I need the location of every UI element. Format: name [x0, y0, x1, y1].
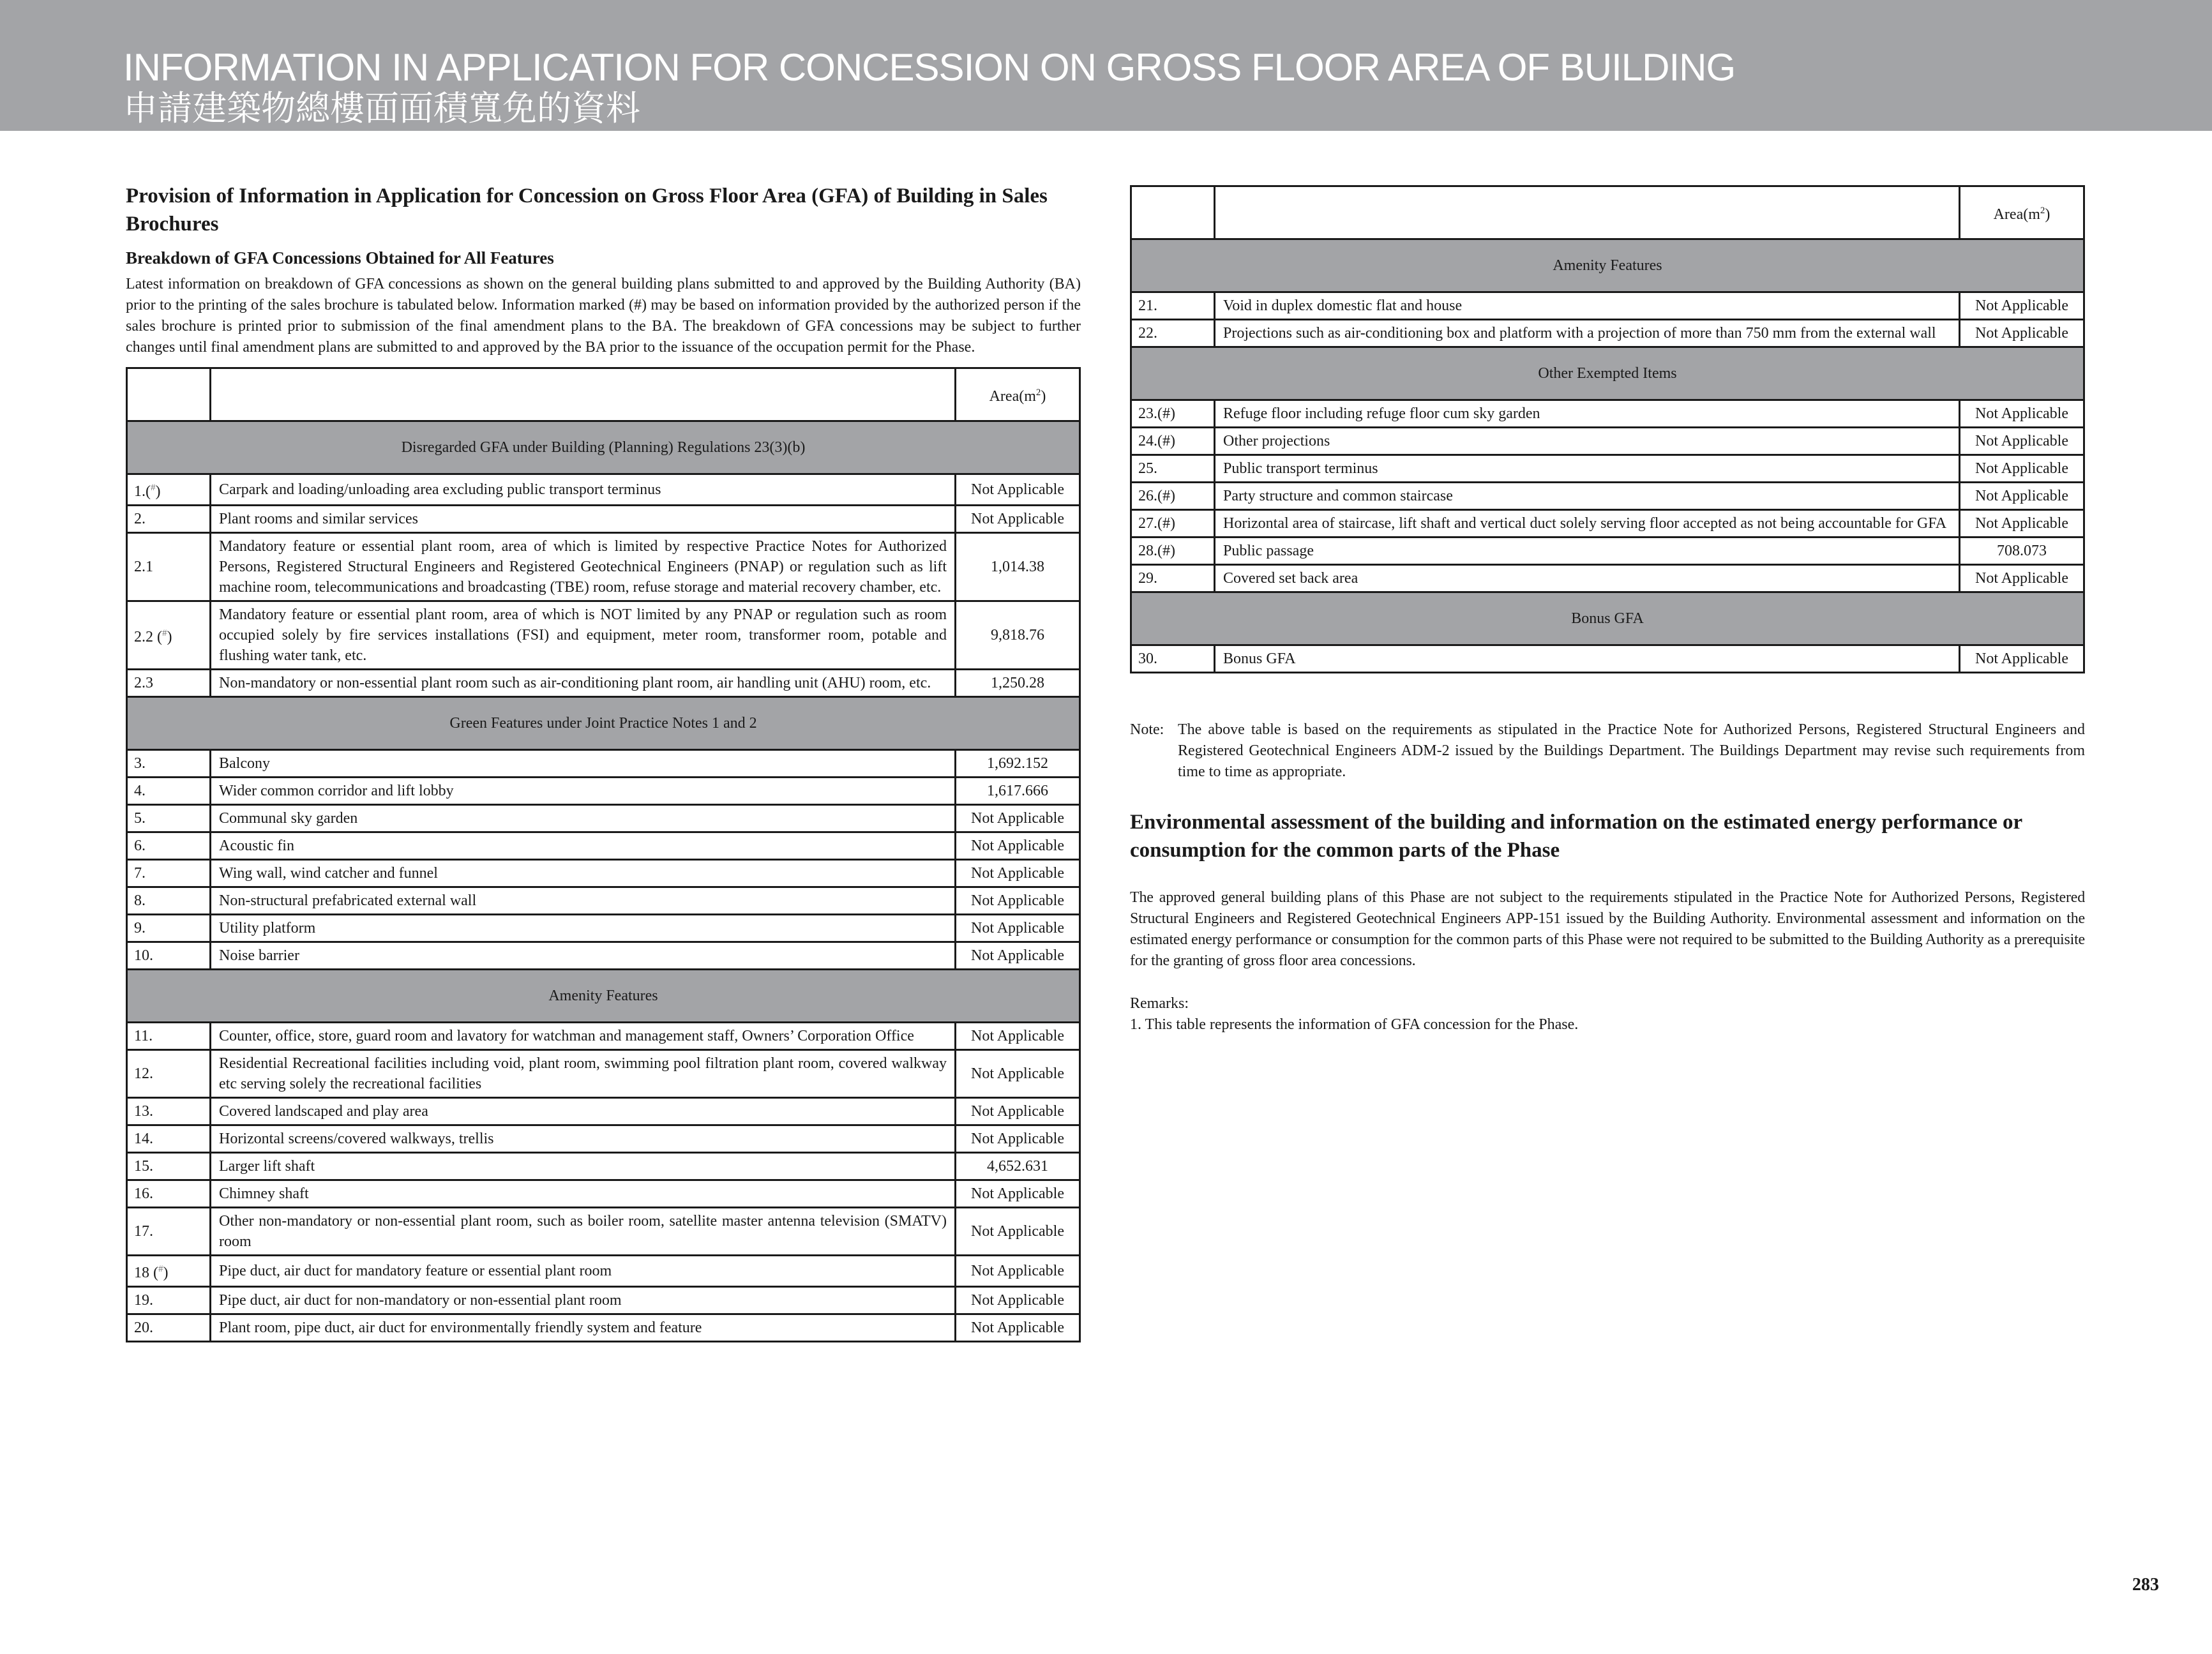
- row-description: Mandatory feature or essential plant room, area of which is limited by respective Practice Notes for Authorized Persons, Registered Structural Engineers and Registered Geotechnical Engineers (PNAP) or regulation such as lift machine room, telecommunications and broadcasting (TBE) room, refuse storage and material recovery chamber, etc.: [211, 533, 956, 601]
- row-value: 708.073: [1960, 538, 2084, 565]
- row-value: Not Applicable: [956, 1023, 1080, 1050]
- row-value: Not Applicable: [956, 1287, 1080, 1314]
- row-description: Other non-mandatory or non-essential plant room, such as boiler room, satellite master antenna television (SMATV) room: [211, 1208, 956, 1256]
- row-description: Non-mandatory or non-essential plant room such as air-conditioning plant room, air handling unit (AHU) room, etc.: [211, 670, 956, 697]
- row-value: Not Applicable: [1960, 483, 2084, 510]
- table-row: [127, 778, 1080, 805]
- table-row: [1131, 538, 2084, 565]
- row-number: 15.: [127, 1153, 211, 1180]
- table-row: [1131, 428, 2084, 455]
- row-number-text: 1.(: [134, 483, 151, 500]
- section-disregarded: Disregarded GFA under Building (Planning) Regulations 23(3)(b): [127, 421, 1080, 474]
- environmental-heading: Environmental assessment of the building and information on the estimated energy performance or consumption for the common parts of the Phase: [1130, 811, 2022, 862]
- row-description: Horizontal screens/covered walkways, trellis: [211, 1125, 956, 1153]
- row-number: 21.: [1131, 292, 1215, 320]
- row-value: Not Applicable: [1960, 292, 2084, 320]
- row-value: Not Applicable: [956, 474, 1080, 506]
- row-number: 8.: [127, 887, 211, 915]
- table-header-row: [127, 368, 1080, 421]
- table-header-row: [1131, 186, 2084, 239]
- header-blank-cell: [211, 368, 956, 421]
- row-description: Residential Recreational facilities including void, plant room, swimming pool filtration plant room, covered walkway etc serving solely the recreational facilities: [211, 1050, 956, 1098]
- row-value: Not Applicable: [1960, 320, 2084, 347]
- row-value: Not Applicable: [956, 1256, 1080, 1287]
- remarks-item: 1. This table represents the information of GFA concession for the Phase.: [1130, 1016, 1579, 1033]
- row-value: Not Applicable: [1960, 455, 2084, 483]
- table-row: [127, 860, 1080, 887]
- row-value: Not Applicable: [956, 506, 1080, 533]
- row-value: Not Applicable: [1960, 400, 2084, 428]
- table-row: [1131, 510, 2084, 538]
- row-description: Utility platform: [211, 915, 956, 942]
- section-other: Other Exempted Items: [1131, 347, 2084, 400]
- row-description: Acoustic fin: [211, 832, 956, 860]
- row-value: Not Applicable: [956, 860, 1080, 887]
- row-description: Communal sky garden: [211, 805, 956, 832]
- row-number: 7.: [127, 860, 211, 887]
- table-row: [1131, 320, 2084, 347]
- row-description: Horizontal area of staircase, lift shaft and vertical duct solely serving floor accepted as not being accountable for GFA: [1215, 510, 1960, 538]
- table-row: [127, 942, 1080, 970]
- row-number: 11.: [127, 1023, 211, 1050]
- row-value: Not Applicable: [956, 1050, 1080, 1098]
- row-description: Projections such as air-conditioning box and platform with a projection of more than 750 mm from the external wall: [1215, 320, 1960, 347]
- area-header: [1960, 186, 2084, 239]
- row-value: Not Applicable: [956, 805, 1080, 832]
- row-number: 12.: [127, 1050, 211, 1098]
- row-value: Not Applicable: [1960, 428, 2084, 455]
- row-description: Public transport terminus: [1215, 455, 1960, 483]
- row-number: 24.(#): [1131, 428, 1215, 455]
- row-value: Not Applicable: [956, 1180, 1080, 1208]
- section-amenity: Amenity Features: [127, 970, 1080, 1023]
- row-value: Not Applicable: [956, 1208, 1080, 1256]
- row-number: 14.: [127, 1125, 211, 1153]
- remarks-label: Remarks:: [1130, 995, 1189, 1012]
- table-row: [127, 915, 1080, 942]
- row-number-close: ): [167, 629, 172, 645]
- left-column: [126, 182, 1081, 1342]
- section-amenity: Amenity Features: [1131, 239, 2084, 292]
- area-header-close: ): [1041, 388, 1046, 405]
- header-blank-cell: [1215, 186, 1960, 239]
- row-description: Bonus GFA: [1215, 645, 1960, 673]
- row-description: Public passage: [1215, 538, 1960, 565]
- row-number: 3.: [127, 750, 211, 778]
- row-value: 9,818.76: [956, 601, 1080, 670]
- table-row: [1131, 483, 2084, 510]
- row-value: Not Applicable: [956, 1314, 1080, 1342]
- row-number: 13.: [127, 1098, 211, 1125]
- table-row: [127, 1256, 1080, 1287]
- row-number: [127, 601, 211, 670]
- table-row: [1131, 400, 2084, 428]
- table-note: [1130, 719, 2085, 783]
- row-number: 27.(#): [1131, 510, 1215, 538]
- note-label: Note:: [1130, 721, 1164, 738]
- header-blank-cell: [127, 368, 211, 421]
- row-number: 5.: [127, 805, 211, 832]
- row-description: Larger lift shaft: [211, 1153, 956, 1180]
- table-row: [127, 805, 1080, 832]
- row-description: Void in duplex domestic flat and house: [1215, 292, 1960, 320]
- table-row: [127, 1023, 1080, 1050]
- row-number: 16.: [127, 1180, 211, 1208]
- row-number: 2.3: [127, 670, 211, 697]
- table-row: [1131, 455, 2084, 483]
- hash-mark: #: [158, 1264, 163, 1274]
- right-column: [1130, 185, 2085, 1035]
- table-row: [127, 601, 1080, 670]
- row-number: 19.: [127, 1287, 211, 1314]
- row-value: Not Applicable: [1960, 510, 2084, 538]
- banner-title-en: INFORMATION IN APPLICATION FOR CONCESSION ON GROSS FLOOR AREA OF BUILDING: [123, 46, 1736, 89]
- row-description: Pipe duct, air duct for non-mandatory or non-essential plant room: [211, 1287, 956, 1314]
- header-blank-cell: [1131, 186, 1215, 239]
- table-row: [127, 1153, 1080, 1180]
- sub-heading: Breakdown of GFA Concessions Obtained for All Features: [126, 248, 554, 267]
- row-number: 4.: [127, 778, 211, 805]
- row-description: Counter, office, store, guard room and lavatory for watchman and management staff, Owners’ Corporation Office: [211, 1023, 956, 1050]
- row-description: Other projections: [1215, 428, 1960, 455]
- environmental-paragraph: The approved general building plans of this Phase are not subject to the requirements stipulated in the Practice Note for Authorized Persons, Registered Structural Engineers and Registered Geotechnical Engineers APP-151 issued by the Building Authority. Environmental assessment and information on the estimated energy performance or consumption for the common parts of this Phase were not required to be submitted to the Building Authority as a prerequisite for the granting of gross floor area concessions.: [1130, 889, 2085, 969]
- row-description: Covered set back area: [1215, 565, 1960, 592]
- table-row: [127, 670, 1080, 697]
- page-number: 283: [2132, 1575, 2159, 1595]
- intro-paragraph: Latest information on breakdown of GFA concessions as shown on the general building plans submitted to and approved by the Building Authority (BA) prior to the printing of the sales brochure is tabulated below. Information marked (#) may be based on information provided by the authorized person if the sales brochure is printed prior to submission of the final amendment plans to the BA. The breakdown of GFA concessions may be subject to further changes until final amendment plans are submitted to and approved by the BA prior to the issuance of the occupation permit for the Phase.: [126, 276, 1081, 356]
- main-heading: Provision of Information in Application for Concession on Gross Floor Area (GFA) of Building in Sales Brochures: [126, 184, 1048, 236]
- section-bonus: Bonus GFA: [1131, 592, 2084, 645]
- row-number: 26.(#): [1131, 483, 1215, 510]
- hash-mark: #: [162, 628, 167, 638]
- section-row: [127, 421, 1080, 474]
- table-row: [1131, 565, 2084, 592]
- section-row: [1131, 592, 2084, 645]
- row-value: 1,617.666: [956, 778, 1080, 805]
- row-value: 1,250.28: [956, 670, 1080, 697]
- table-row: [1131, 645, 2084, 673]
- gfa-table-right: [1130, 185, 2085, 673]
- row-number: 2.1: [127, 533, 211, 601]
- table-row: [127, 1208, 1080, 1256]
- row-number: [127, 474, 211, 506]
- row-description: Plant room, pipe duct, air duct for environmentally friendly system and feature: [211, 1314, 956, 1342]
- row-number-close: ): [155, 483, 161, 500]
- row-number: 10.: [127, 942, 211, 970]
- row-number: 20.: [127, 1314, 211, 1342]
- area-header-sup: 2: [2040, 206, 2045, 216]
- row-number: 29.: [1131, 565, 1215, 592]
- row-description: Non-structural prefabricated external wall: [211, 887, 956, 915]
- row-number: 2.: [127, 506, 211, 533]
- row-value: Not Applicable: [956, 915, 1080, 942]
- area-header: [956, 368, 1080, 421]
- hash-mark: #: [151, 483, 156, 493]
- row-description: Wider common corridor and lift lobby: [211, 778, 956, 805]
- table-row: [127, 1287, 1080, 1314]
- row-number-close: ): [163, 1265, 169, 1281]
- area-header-sup: 2: [1035, 387, 1041, 398]
- note-text: The above table is based on the requirements as stipulated in the Practice Note for Authorized Persons, Registered Structural Engineers and Registered Geotechnical Engineers ADM-2 issued by the Buildings Department. The Buildings Department may revise such requirements from time to time as appropriate.: [1178, 721, 2085, 780]
- row-description: Plant rooms and similar services: [211, 506, 956, 533]
- area-header-text: Area(m: [989, 388, 1036, 405]
- table-row: [127, 887, 1080, 915]
- area-header-close: ): [2045, 206, 2050, 223]
- row-number: 17.: [127, 1208, 211, 1256]
- row-description: Refuge floor including refuge floor cum sky garden: [1215, 400, 1960, 428]
- row-description: Noise barrier: [211, 942, 956, 970]
- table-row: [127, 1098, 1080, 1125]
- table-row: [127, 1125, 1080, 1153]
- row-value: Not Applicable: [1960, 645, 2084, 673]
- row-number: 28.(#): [1131, 538, 1215, 565]
- row-number: [127, 1256, 211, 1287]
- row-value: 1,692.152: [956, 750, 1080, 778]
- row-number: 6.: [127, 832, 211, 860]
- table-row: [1131, 292, 2084, 320]
- table-row: [127, 533, 1080, 601]
- row-number: 25.: [1131, 455, 1215, 483]
- row-description: Party structure and common staircase: [1215, 483, 1960, 510]
- row-value: 1,014.38: [956, 533, 1080, 601]
- row-number-text: 2.2 (: [134, 629, 162, 645]
- row-description: Mandatory feature or essential plant room, area of which is NOT limited by any PNAP or regulation such as room occupied solely by fire services installations (FSI) and equipment, meter room, transformer room, potable and flushing water tank, etc.: [211, 601, 956, 670]
- row-value: Not Applicable: [1960, 565, 2084, 592]
- row-number: 23.(#): [1131, 400, 1215, 428]
- table-row: [127, 506, 1080, 533]
- gfa-table-left: [126, 367, 1081, 1342]
- banner-title-zh: 申請建築物總樓面面積寬免的資料: [123, 88, 640, 128]
- row-description: Balcony: [211, 750, 956, 778]
- table-row: [127, 750, 1080, 778]
- section-row: [127, 970, 1080, 1023]
- row-value: Not Applicable: [956, 1098, 1080, 1125]
- row-value: Not Applicable: [956, 1125, 1080, 1153]
- area-header-text: Area(m: [1993, 206, 2040, 223]
- page-banner: [0, 0, 2212, 131]
- table-row: [127, 1314, 1080, 1342]
- table-row: [127, 832, 1080, 860]
- section-green: Green Features under Joint Practice Notes 1 and 2: [127, 697, 1080, 750]
- row-number-text: 18 (: [134, 1265, 158, 1281]
- row-description: Pipe duct, air duct for mandatory feature or essential plant room: [211, 1256, 956, 1287]
- row-description: Carpark and loading/unloading area excluding public transport terminus: [211, 474, 956, 506]
- table-row: [127, 474, 1080, 506]
- row-number: 22.: [1131, 320, 1215, 347]
- row-value: Not Applicable: [956, 887, 1080, 915]
- row-value: Not Applicable: [956, 942, 1080, 970]
- section-row: [1131, 239, 2084, 292]
- section-row: [127, 697, 1080, 750]
- table-row: [127, 1180, 1080, 1208]
- row-value: 4,652.631: [956, 1153, 1080, 1180]
- row-description: Covered landscaped and play area: [211, 1098, 956, 1125]
- table-row: [127, 1050, 1080, 1098]
- row-number: 30.: [1131, 645, 1215, 673]
- row-value: Not Applicable: [956, 832, 1080, 860]
- row-description: Chimney shaft: [211, 1180, 956, 1208]
- row-number: 9.: [127, 915, 211, 942]
- section-row: [1131, 347, 2084, 400]
- row-description: Wing wall, wind catcher and funnel: [211, 860, 956, 887]
